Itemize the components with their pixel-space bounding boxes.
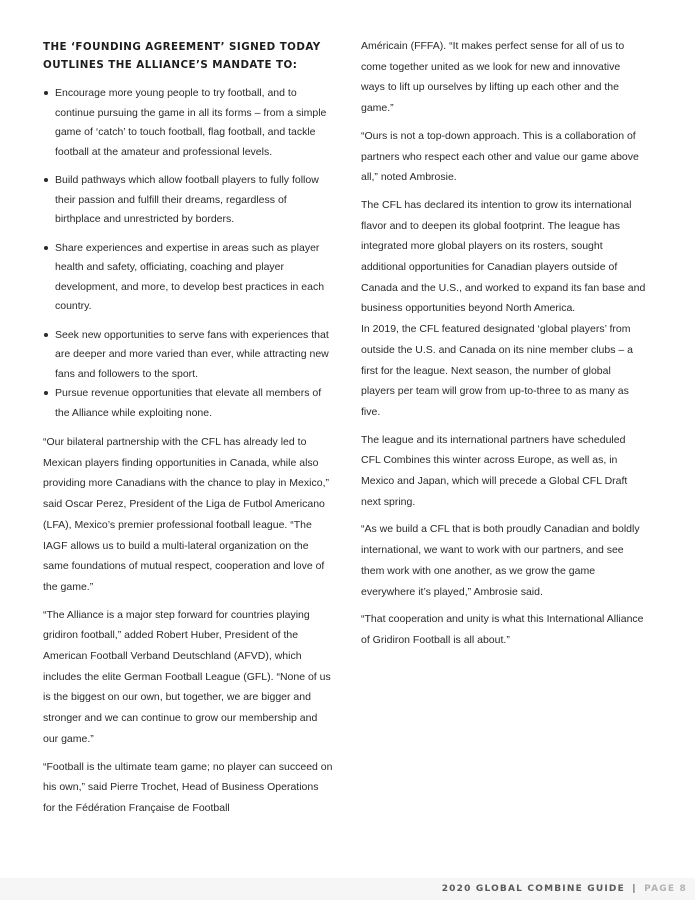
mandate-heading: THE ‘FOUNDING AGREEMENT’ SIGNED TODAY OUTLINES THE ALLIANCE’S MANDATE TO: — [43, 41, 321, 71]
bullet-dot-icon — [44, 178, 48, 182]
paragraph-closing-quote: “That cooperation and unity is what this International Alliance of Gridiron Football is all about.” — [361, 613, 644, 646]
mandate-list — [43, 84, 333, 423]
bullet-dot-icon — [44, 391, 48, 395]
page-footer — [442, 884, 687, 894]
bullet-dot-icon — [44, 333, 48, 337]
paragraph-global-players: In 2019, the CFL featured designated ‘global players’ from outside the U.S. and Canada on its nine member clubs – a first for the league. Next season, the number of global players per team will grow from up-to-three to as many as five. — [361, 323, 633, 418]
page-number: PAGE 8 — [644, 884, 687, 894]
list-item-text: Share experiences and expertise in areas such as player health and safety, officiating, coaching and player development, and more, to develop best practices in each country. — [55, 241, 325, 312]
list-item — [43, 239, 333, 317]
paragraph-perez-quote: “Our bilateral partnership with the CFL has already led to Mexican players finding opportunities in Canada, while also providing more Canadians with the chance to play in Mexico,” said Oscar Perez, President of the Liga de Futbol Americano (LFA), Mexico’s premier professional football league. “The IAGF allows us to build a multi-lateral organization on the same foundations of mutual respect, cooperation and love of the game.” — [43, 436, 329, 593]
list-item — [43, 171, 333, 230]
list-item — [43, 84, 333, 162]
paragraph-cfl-international: The CFL has declared its intention to grow its international flavor and to deepen its global footprint. The league has integrated more global players on its rosters, sought additional opportunities for Canadian players outside of Canada and the U.S., and worked to expand its fan base and business opportunities beyond North America. — [361, 198, 646, 315]
list-item-text: Seek new opportunities to serve fans with experiences that are deeper and more varied than ever, while attracting new fans and followers to the sport. — [55, 328, 329, 380]
list-item — [43, 384, 333, 423]
right-column — [361, 36, 646, 658]
paragraph-huber-quote: “The Alliance is a major step forward for countries playing gridiron football,” added Robert Huber, President of the American Football Verband Deutschland (AFVD), which includes the elite German Football League (GFL). “None of us is the biggest on our own, but together, we are bigger and stronger and we can continue to grow our membership and our game.” — [43, 608, 331, 745]
footer-title: 2020 GLOBAL COMBINE GUIDE — [441, 884, 625, 894]
paragraph-combines: The league and its international partners have scheduled CFL Combines this winter across Europe, as well as, in Mexico and Japan, which will precede a Global CFL Draft next spring. — [361, 433, 628, 508]
paragraph-trochet-quote: “Football is the ultimate team game; no player can succeed on his own,” said Pierre Trochet, Head of Business Operations for the Fédération Française de Football — [43, 760, 333, 814]
footer-separator: | — [632, 884, 637, 894]
left-column — [43, 36, 333, 826]
list-item-text: Encourage more young people to try football, and to continue pursuing the game in all its forms – from a simple game of ‘catch’ to touch football, flag football, and tackle football at the amateur and professional levels. — [55, 87, 327, 158]
paragraph-trochet-continued: Américain (FFFA). “It makes perfect sense for all of us to come together united as we look for new and innovative ways to lift up ourselves by lifting up each other and the game.” — [361, 40, 625, 115]
list-item-text: Pursue revenue opportunities that elevate all members of the Alliance while exploiting none. — [55, 387, 322, 419]
bullet-dot-icon — [44, 91, 48, 95]
bullet-dot-icon — [44, 246, 48, 250]
paragraph-ambrosie-collaboration: “Ours is not a top-down approach. This is a collaboration of partners who respect each other and value our game above all,” noted Ambrosie. — [361, 129, 639, 184]
paragraph-ambrosie-quote: “As we build a CFL that is both proudly Canadian and boldly international, we want to work with our partners, and see them work with one another, as we grow the game everywhere it’s played,” Ambrosie said. — [361, 523, 640, 598]
list-item-text: Build pathways which allow football players to fully follow their passion and fulfill their dreams, regardless of birthplace and unrestricted by borders. — [55, 174, 319, 225]
list-item — [43, 326, 333, 385]
